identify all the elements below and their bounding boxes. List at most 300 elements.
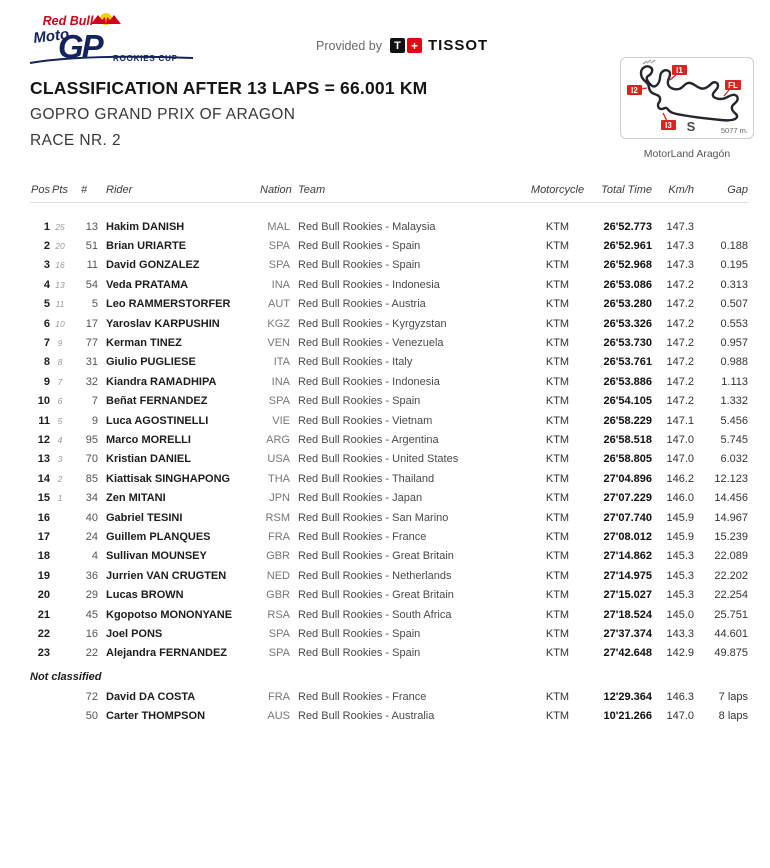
nation-code: SPA	[268, 259, 290, 272]
rider-number-value: 34	[85, 492, 98, 505]
start-marker-label: S	[686, 119, 696, 134]
team-name: Red Bull Rookies - Great Britain	[298, 589, 454, 602]
team-name: Red Bull Rookies - Spain	[298, 395, 421, 408]
rider-name: Alejandra FERNANDEZ	[106, 647, 228, 660]
speed-value: 147.2	[666, 375, 694, 388]
position-value: 23	[37, 647, 50, 660]
table-row	[30, 411, 748, 430]
position-value: 10	[37, 395, 50, 408]
team-name: Red Bull Rookies - Thailand	[298, 472, 435, 485]
table-header-row	[30, 184, 748, 196]
nation-code: FRA	[268, 690, 290, 703]
team-name: Red Bull Rookies - France	[298, 690, 427, 703]
rider-name: Zen MITANI	[106, 492, 166, 505]
speed-value: 147.0	[666, 453, 694, 466]
team-name: Red Bull Rookies - South Africa	[298, 608, 452, 621]
motorcycle-name: KTM	[545, 453, 570, 466]
motorcycle-name: KTM	[545, 569, 570, 582]
points-value: 7	[57, 376, 63, 387]
position-value: 4	[43, 278, 50, 291]
rider-number-value: 17	[85, 317, 98, 330]
table-row	[30, 687, 748, 706]
position-value: 22	[37, 627, 50, 640]
motorcycle-name: KTM	[545, 589, 570, 602]
motorcycle-name: KTM	[545, 240, 570, 253]
rider-name: Brian URIARTE	[106, 240, 187, 253]
table-row	[30, 392, 748, 411]
nation-code: GBR	[266, 550, 290, 563]
table-row	[30, 488, 748, 507]
position-value: 9	[43, 375, 50, 388]
nation-code: VEN	[267, 337, 290, 350]
speed-value: 147.1	[666, 414, 694, 427]
nation-code: ARG	[266, 433, 290, 446]
speed-value: 147.2	[666, 337, 694, 350]
points-value: 5	[57, 415, 63, 426]
nation-code: SPA	[268, 647, 290, 660]
speed-value: 145.9	[666, 530, 694, 543]
rider-number-value: 9	[91, 414, 98, 427]
total-time-value: 26'52.968	[603, 259, 652, 272]
total-time-value: 26'53.280	[603, 298, 652, 311]
total-time-value: 26'58.805	[603, 453, 652, 466]
team-name: Red Bull Rookies - Austria	[298, 298, 426, 311]
motorcycle-name: KTM	[545, 298, 570, 311]
rider-name: Kiattisak SINGHAPONG	[106, 472, 231, 485]
motorcycle-name: KTM	[545, 647, 570, 660]
table-row	[30, 585, 748, 604]
total-time-value: 27'14.975	[603, 569, 652, 582]
gp-wordmark: GP	[58, 28, 102, 65]
header-kmh: Km/h	[668, 184, 694, 196]
team-name: Red Bull Rookies - United States	[298, 453, 459, 466]
points-value: 3	[57, 454, 63, 465]
table-row	[30, 236, 748, 255]
rider-number-value: 95	[85, 433, 98, 446]
rider-number-value: 50	[85, 710, 98, 723]
header-team: Team	[298, 184, 326, 196]
finish-line-label: FL	[728, 81, 738, 90]
red-bull-bulls-sun-icon	[91, 13, 121, 25]
total-time-value: 27'07.740	[603, 511, 652, 524]
team-name: Red Bull Rookies - Argentina	[298, 433, 439, 446]
table-row	[30, 450, 748, 469]
rider-name: Gabriel TESINI	[106, 511, 183, 524]
rider-number-value: 70	[85, 453, 98, 466]
table-row	[30, 256, 748, 275]
table-row	[30, 217, 748, 236]
table-row	[30, 527, 748, 546]
motorcycle-name: KTM	[545, 710, 570, 723]
track-map-icon	[621, 58, 753, 138]
nation-code: AUT	[268, 298, 290, 311]
gap-value: 22.202	[714, 569, 748, 582]
tissot-plus-icon: +	[407, 38, 422, 53]
motorcycle-name: KTM	[545, 608, 570, 621]
points-value: 16	[55, 260, 65, 271]
team-name: Red Bull Rookies - Spain	[298, 240, 421, 253]
header-divider	[30, 202, 748, 203]
total-time-value: 27'42.648	[603, 647, 652, 660]
gap-value: 0.507	[720, 298, 748, 311]
table-row	[30, 372, 748, 391]
rookies-cup-logo-icon	[28, 10, 203, 68]
motorcycle-name: KTM	[545, 356, 570, 369]
rider-name: Carter THOMPSON	[106, 710, 206, 723]
gap-value: 7 laps	[718, 690, 748, 703]
header-pos: Pos	[31, 184, 50, 196]
gap-value: 25.751	[714, 608, 748, 621]
rider-number-value: 51	[85, 240, 98, 253]
table-row	[30, 333, 748, 352]
team-name: Red Bull Rookies - Kyrgyzstan	[298, 317, 447, 330]
gap-value: 14.456	[714, 492, 748, 505]
nation-code: GBR	[266, 589, 290, 602]
total-time-value: 27'14.862	[603, 550, 652, 563]
rider-number-value: 4	[91, 550, 98, 563]
points-value: 4	[57, 434, 63, 445]
not-classified-rows	[30, 687, 748, 726]
speed-value: 145.3	[666, 550, 694, 563]
gap-value: 12.123	[714, 472, 748, 485]
motorcycle-name: KTM	[545, 317, 570, 330]
pit-stripes-icon	[643, 60, 655, 64]
motorcycle-name: KTM	[545, 511, 570, 524]
position-value: 18	[37, 550, 50, 563]
team-name: Red Bull Rookies - Spain	[298, 627, 421, 640]
speed-value: 147.3	[666, 240, 694, 253]
total-time-value: 26'52.773	[603, 220, 652, 233]
nation-code: FRA	[268, 530, 290, 543]
total-time-value: 26'53.086	[603, 278, 652, 291]
team-name: Red Bull Rookies - Great Britain	[298, 550, 454, 563]
rider-number-value: 16	[85, 627, 98, 640]
team-name: Red Bull Rookies - Indonesia	[298, 375, 440, 388]
speed-value: 146.3	[666, 690, 694, 703]
team-name: Red Bull Rookies - Venezuela	[298, 337, 444, 350]
speed-value: 147.2	[666, 356, 694, 369]
rider-number-value: 32	[85, 375, 98, 388]
position-value: 5	[43, 298, 50, 311]
motorcycle-name: KTM	[545, 278, 570, 291]
nation-code: USA	[267, 453, 290, 466]
speed-value: 146.2	[666, 472, 694, 485]
gap-value: 0.195	[720, 259, 748, 272]
motorcycle-name: KTM	[545, 375, 570, 388]
event-name: GOPRO GRAND PRIX OF ARAGON	[30, 106, 296, 123]
rider-name: Kgopotso MONONYANE	[106, 608, 233, 621]
total-time-value: 27'08.012	[603, 530, 652, 543]
gap-value: 0.188	[720, 240, 748, 253]
rider-number-value: 72	[85, 690, 98, 703]
speed-value: 147.2	[666, 317, 694, 330]
table-row	[30, 644, 748, 663]
motorcycle-name: KTM	[545, 433, 570, 446]
rider-name: Beñat FERNANDEZ	[106, 395, 208, 408]
nation-code: RSM	[265, 511, 290, 524]
rider-name: Marco MORELLI	[106, 433, 191, 446]
race-number: RACE NR. 2	[30, 132, 121, 149]
points-value: 9	[57, 338, 63, 349]
position-value: 13	[37, 453, 50, 466]
rider-name: Hakim DANISH	[106, 220, 185, 233]
total-time-value: 26'58.229	[603, 414, 652, 427]
total-time-value: 26'54.105	[603, 395, 652, 408]
gap-value: 49.875	[714, 647, 748, 660]
nation-code: JPN	[269, 492, 290, 505]
gap-value: 22.254	[714, 589, 748, 602]
motorcycle-name: KTM	[545, 337, 570, 350]
gap-value: 22.089	[714, 550, 748, 563]
sector-i3-label: I3	[665, 121, 672, 130]
points-value: 1	[57, 493, 63, 504]
speed-value: 147.2	[666, 395, 694, 408]
header-total-time: Total Time	[601, 184, 652, 196]
gap-value: 44.601	[714, 627, 748, 640]
classification-rows	[30, 217, 748, 663]
nation-code: AUS	[267, 710, 290, 723]
rider-name: Jurrien VAN CRUGTEN	[106, 569, 227, 582]
position-value: 19	[37, 569, 50, 582]
motorcycle-name: KTM	[545, 627, 570, 640]
position-value: 12	[37, 433, 50, 446]
speed-value: 142.9	[666, 647, 694, 660]
track-name-caption: MotorLand Aragón	[643, 148, 731, 160]
table-row	[30, 353, 748, 372]
rider-name: Kiandra RAMADHIPA	[106, 375, 217, 388]
rookies-cup-logo	[28, 10, 203, 68]
nation-code: THA	[268, 472, 290, 485]
speed-value: 143.3	[666, 627, 694, 640]
motorcycle-name: KTM	[545, 395, 570, 408]
track-map-panel	[620, 57, 754, 160]
rider-number-value: 77	[85, 337, 98, 350]
gap-value: 8 laps	[718, 710, 748, 723]
table-row	[30, 314, 748, 333]
position-value: 11	[38, 414, 50, 427]
track-length-label: 5077 m.	[720, 126, 748, 135]
nation-code: INA	[271, 375, 290, 388]
gap-value: 0.313	[720, 278, 748, 291]
gap-value: 6.032	[720, 453, 748, 466]
motorcycle-name: KTM	[545, 492, 570, 505]
rider-number-value: 22	[85, 647, 98, 660]
rider-name: Leo RAMMERSTORFER	[106, 298, 231, 311]
team-name: Red Bull Rookies - San Marino	[298, 511, 449, 524]
header-motorcycle: Motorcycle	[530, 184, 585, 196]
points-value: 11	[55, 299, 65, 310]
header-number: #	[80, 184, 88, 196]
rider-number-value: 85	[85, 472, 98, 485]
speed-value: 147.3	[666, 259, 694, 272]
rider-name: Kristian DANIEL	[106, 453, 191, 466]
sector-i1-label: I1	[676, 66, 683, 75]
nation-code: RSA	[267, 608, 290, 621]
position-value: 14	[37, 472, 50, 485]
motorcycle-name: KTM	[545, 220, 570, 233]
rider-number-value: 5	[91, 298, 98, 311]
table-row	[30, 295, 748, 314]
total-time-value: 12'29.364	[603, 690, 652, 703]
team-name: Red Bull Rookies - Italy	[298, 356, 413, 369]
team-name: Red Bull Rookies - Spain	[298, 259, 421, 272]
position-value: 8	[43, 356, 50, 369]
points-value: 25	[55, 221, 65, 232]
sector-i2-label: I2	[631, 86, 638, 95]
table-row	[30, 430, 748, 449]
team-name: Red Bull Rookies - Netherlands	[298, 569, 452, 582]
rider-name: David DA COSTA	[106, 690, 196, 703]
nation-code: SPA	[268, 240, 290, 253]
total-time-value: 26'53.730	[603, 337, 652, 350]
rider-name: Giulio PUGLIESE	[106, 356, 196, 369]
position-value: 6	[43, 317, 50, 330]
total-time-value: 26'53.326	[603, 317, 652, 330]
rookies-cup-wordmark: ROOKIES CUP	[113, 54, 178, 63]
rider-number-value: 36	[85, 569, 98, 582]
rider-name: Guillem PLANQUES	[106, 530, 211, 543]
speed-value: 147.0	[666, 433, 694, 446]
rider-number-value: 31	[85, 356, 98, 369]
team-name: Red Bull Rookies - Indonesia	[298, 278, 440, 291]
speed-value: 145.3	[666, 569, 694, 582]
red-bull-wordmark: Red Bull	[42, 14, 94, 28]
tissot-t-icon: T	[390, 38, 405, 53]
rider-number-value: 11	[86, 259, 98, 272]
title-block	[30, 78, 427, 150]
points-value: 6	[57, 396, 63, 407]
points-value: 20	[55, 241, 65, 252]
nation-code: INA	[271, 278, 290, 291]
header-pts: Pts	[52, 184, 68, 196]
table-row	[30, 547, 748, 566]
team-name: Red Bull Rookies - Vietnam	[298, 414, 433, 427]
position-value: 20	[37, 589, 50, 602]
gap-value: 0.988	[720, 356, 748, 369]
motorcycle-name: KTM	[545, 259, 570, 272]
points-value: 8	[57, 357, 63, 368]
rider-name: David GONZALEZ	[106, 259, 200, 272]
total-time-value: 26'53.886	[603, 375, 652, 388]
total-time-value: 27'18.524	[603, 608, 652, 621]
team-name: Red Bull Rookies - Spain	[298, 647, 421, 660]
rider-name: Veda PRATAMA	[106, 278, 189, 291]
motorcycle-name: KTM	[545, 472, 570, 485]
total-time-value: 27'07.229	[603, 492, 652, 505]
table-row	[30, 508, 748, 527]
position-value: 17	[37, 530, 50, 543]
rider-number-value: 7	[91, 395, 98, 408]
nation-code: ITA	[273, 356, 290, 369]
provided-by-block	[316, 37, 488, 54]
motorcycle-name: KTM	[545, 530, 570, 543]
header-gap: Gap	[727, 184, 748, 196]
nation-code: KGZ	[267, 317, 290, 330]
rider-name: Joel PONS	[106, 627, 163, 640]
speed-value: 145.3	[666, 589, 694, 602]
total-time-value: 26'52.961	[603, 240, 652, 253]
position-value: 1	[43, 220, 50, 233]
position-value: 7	[43, 337, 50, 350]
rider-name: Kerman TINEZ	[106, 337, 182, 350]
classification-title: CLASSIFICATION AFTER 13 LAPS = 66.001 KM	[30, 78, 428, 98]
gap-value: 1.332	[720, 395, 748, 408]
position-value: 16	[37, 511, 50, 524]
speed-value: 147.2	[666, 298, 694, 311]
motorcycle-name: KTM	[545, 414, 570, 427]
not-classified-label: Not classified	[30, 671, 102, 683]
motorcycle-name: KTM	[545, 690, 570, 703]
total-time-value: 27'37.374	[603, 627, 652, 640]
table-row	[30, 566, 748, 585]
rider-name: Yaroslav KARPUSHIN	[106, 317, 220, 330]
total-time-value: 26'58.518	[603, 433, 652, 446]
table-row	[30, 469, 748, 488]
table-row	[30, 624, 748, 643]
position-value: 3	[43, 259, 50, 272]
provided-by-label: Provided by	[316, 38, 383, 53]
rider-number-value: 29	[85, 589, 98, 602]
team-name: Red Bull Rookies - Australia	[298, 710, 435, 723]
total-time-value: 10'21.266	[603, 710, 652, 723]
header-rider: Rider	[106, 184, 133, 196]
speed-value: 147.3	[666, 220, 694, 233]
gap-value: 0.957	[720, 337, 748, 350]
team-name: Red Bull Rookies - France	[298, 530, 427, 543]
table-row	[30, 706, 748, 725]
nation-code: VIE	[272, 414, 290, 427]
gap-value: 5.456	[720, 414, 748, 427]
rider-number-value: 40	[85, 511, 98, 524]
team-name: Red Bull Rookies - Japan	[298, 492, 423, 505]
position-value: 15	[37, 492, 50, 505]
position-value: 21	[37, 608, 50, 621]
moto-wordmark: Moto	[32, 25, 71, 47]
total-time-value: 27'15.027	[603, 589, 652, 602]
nation-code: SPA	[268, 395, 290, 408]
points-value: 13	[55, 279, 65, 290]
header-nation: Nation	[260, 184, 292, 196]
gap-value: 0.553	[720, 317, 748, 330]
rider-name: Lucas BROWN	[106, 589, 184, 602]
speed-value: 147.2	[666, 278, 694, 291]
rider-number-value: 45	[85, 608, 98, 621]
team-name: Red Bull Rookies - Malaysia	[298, 220, 436, 233]
total-time-value: 26'53.761	[603, 356, 652, 369]
gap-value: 1.113	[721, 375, 748, 388]
rider-name: Sullivan MOUNSEY	[106, 550, 207, 563]
motorcycle-name: KTM	[545, 550, 570, 563]
rider-number-value: 24	[85, 530, 98, 543]
tissot-wordmark: TISSOT	[428, 37, 489, 54]
table-row	[30, 275, 748, 294]
nation-code: NED	[266, 569, 290, 582]
points-value: 2	[57, 473, 63, 484]
gap-value: 15.239	[714, 530, 748, 543]
position-value: 2	[43, 240, 50, 253]
gap-value: 5.745	[720, 433, 748, 446]
speed-value: 147.0	[666, 710, 694, 723]
track-map-box	[620, 57, 754, 139]
rider-name: Luca AGOSTINELLI	[106, 414, 209, 427]
total-time-value: 27'04.896	[603, 472, 652, 485]
gap-value: 14.967	[714, 511, 748, 524]
table-row	[30, 605, 748, 624]
speed-value: 145.9	[666, 511, 694, 524]
nation-code: SPA	[268, 627, 290, 640]
points-value: 10	[55, 318, 65, 329]
rider-number-value: 13	[85, 220, 98, 233]
